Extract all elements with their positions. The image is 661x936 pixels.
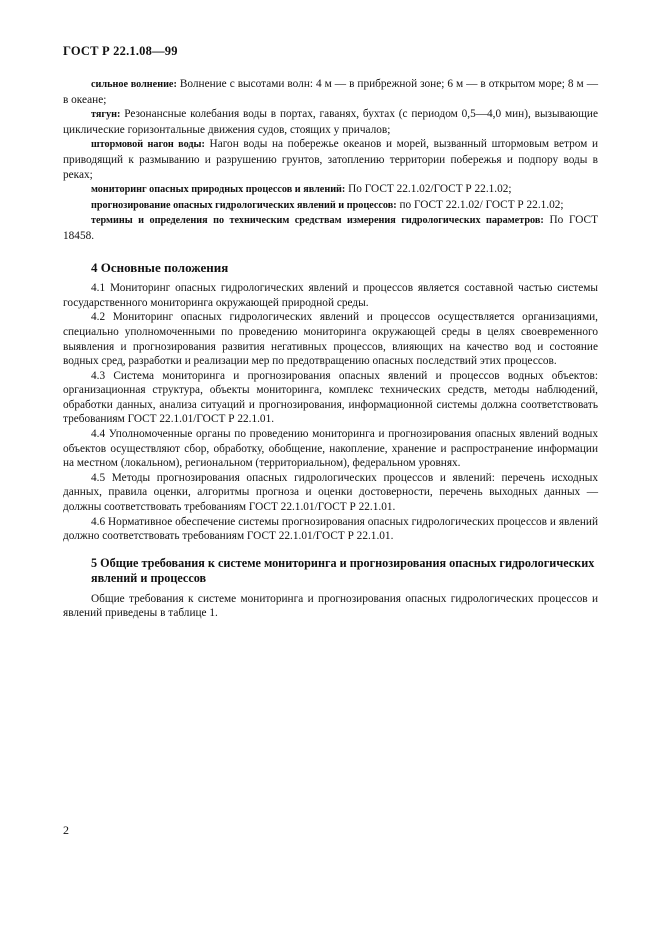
paragraph: 4.2 Мониторинг опасных гидрологических явлений и процессов осуществляется организациями, специально уполномоченными по проведению мониторинга окружающей среды в целях своевременного выявления и прогнозирования развития негативных процессов, влияющих на качество вод и состояние водных сред, разработки и реализации мер по предотвращению опасных последствий этих процессов. xyxy=(63,311,598,368)
term-definition xyxy=(63,107,598,137)
paragraph: 4.6 Нормативное обеспечение системы прогнозирования опасных гидрологических процессов и явлений должно соответствовать требованиям ГОСТ 22.1.01/ГОСТ Р 22.1.01. xyxy=(63,515,598,543)
term-text: Нагон воды на побережье океанов и морей, вызванный штормовым ветром и приводящий к размыванию и разрушению грунтов, затоплению территории побережья и подпору воды в реках; xyxy=(63,138,598,181)
term-definition xyxy=(63,213,598,243)
term-text: По ГОСТ 22.1.02/ГОСТ Р 22.1.02; xyxy=(345,183,512,196)
term-definition xyxy=(63,182,598,198)
term-name: тягун: xyxy=(91,109,121,121)
term-definition xyxy=(63,137,598,182)
paragraph: Общие требования к системе мониторинга и прогнозирования опасных гидрологических процессов и явлений приведены в таблице 1. xyxy=(63,592,598,620)
paragraph: 4.4 Уполномоченные органы по проведению мониторинга и прогнозирования опасных явлений водных объектов осуществляют сбор, обработку, обобщение, накопление, хранение и распространение информации на местном (локальном), региональном (территориальном), федеральном уровнях. xyxy=(63,428,598,470)
term-definition xyxy=(63,198,598,214)
document-code-header: ГОСТ Р 22.1.08—99 xyxy=(63,44,178,58)
section-4-heading: 4 Основные положения xyxy=(91,259,229,275)
term-name: прогнозирование опасных гидрологических явлений и процессов: xyxy=(91,199,397,211)
term-text: Волнение с высотами волн: 4 м — в прибрежной зоне; 6 м — в открытом море; 8 м — в океане; xyxy=(63,78,598,106)
term-name: штормовой нагон воды: xyxy=(91,139,205,151)
term-text: По ГОСТ 18458. xyxy=(63,214,598,242)
term-definition xyxy=(63,77,598,107)
page-number: 2 xyxy=(63,823,69,837)
term-name: термины и определения по техническим средствам измерения гидрологических параметров: xyxy=(91,215,544,227)
paragraph: 4.1 Мониторинг опасных гидрологических явлений и процессов является составной частью системы государственного мониторинга окружающей природной среды. xyxy=(63,282,598,309)
term-text: по ГОСТ 22.1.02/ ГОСТ Р 22.1.02; xyxy=(396,198,564,211)
paragraph: 4.3 Система мониторинга и прогнозирования опасных явлений и процессов водных объектов: организационная структура, объекты мониторинга, комплекс технических средств, методы наблюдений, обработки данных, анализа ситуаций и прогнозирования, информационной системы должна соответствовать требованиям ГОСТ 22.1.01/ГОСТ Р 22.1.01. xyxy=(63,369,598,426)
term-name: мониторинг опасных природных процессов и явлений: xyxy=(91,184,346,196)
term-name: сильное волнение: xyxy=(91,79,177,90)
term-text: Резонансные колебания воды в портах, гаванях, бухтах (с периодом 0,5—4,0 мин), вызывающие циклические горизонтальные движения судов, стоящих у причалов; xyxy=(63,108,598,136)
section-5-heading: 5 Общие требования к системе мониторинга и прогнозирования опасных гидрологических явлений и процессов xyxy=(91,555,595,585)
page-content xyxy=(63,77,598,621)
paragraph: 4.5 Методы прогнозирования опасных гидрологических процессов и явлений: перечень исходных данных, правила оценки, алгоритмы прогноза и оценки достоверности, перечень выходных данных — должны соответствовать требованиям ГОСТ 22.1.01/ГОСТ Р 22.1.01. xyxy=(63,471,598,514)
